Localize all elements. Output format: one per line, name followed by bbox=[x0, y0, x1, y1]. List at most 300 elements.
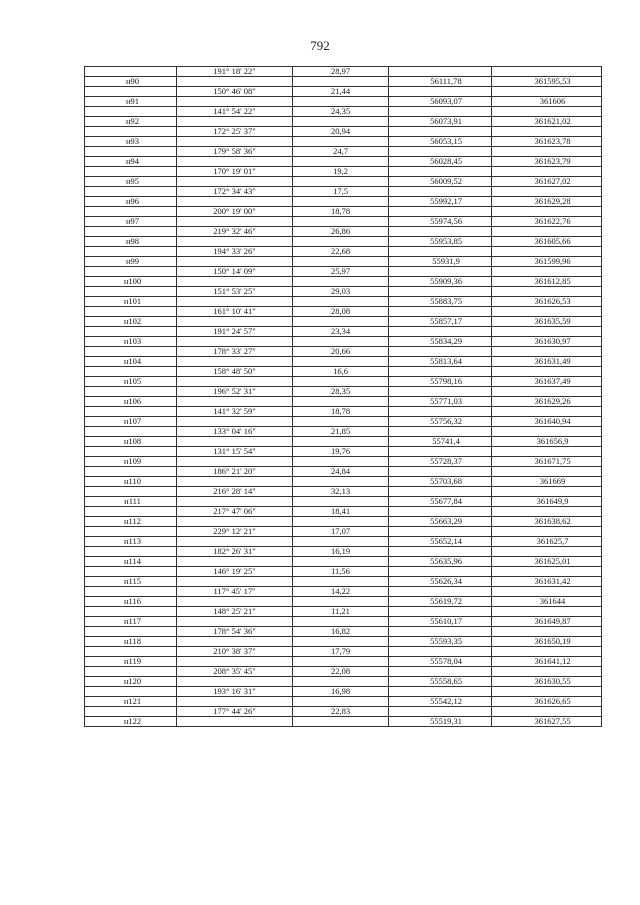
x-coordinate-cell: 55909,36 bbox=[389, 277, 492, 287]
x-coordinate-cell bbox=[389, 587, 492, 597]
direction-angle-cell bbox=[177, 137, 293, 147]
table-row bbox=[85, 107, 602, 117]
y-coordinate-cell: 361649,87 bbox=[492, 617, 602, 627]
table-row bbox=[85, 97, 602, 107]
direction-angle-cell: 151° 53' 25" bbox=[177, 287, 293, 297]
point-name-cell bbox=[85, 507, 177, 517]
distance-cell bbox=[293, 277, 389, 287]
x-coordinate-cell: 56028,45 bbox=[389, 157, 492, 167]
x-coordinate-cell bbox=[389, 107, 492, 117]
direction-angle-cell bbox=[177, 197, 293, 207]
distance-cell: 32,13 bbox=[293, 487, 389, 497]
table-row bbox=[85, 517, 602, 527]
table-row bbox=[85, 67, 602, 77]
table-row bbox=[85, 647, 602, 657]
point-name-cell bbox=[85, 587, 177, 597]
point-name-cell: н96 bbox=[85, 197, 177, 207]
x-coordinate-cell bbox=[389, 127, 492, 137]
point-name-cell: н117 bbox=[85, 617, 177, 627]
y-coordinate-cell: 361629,28 bbox=[492, 197, 602, 207]
direction-angle-cell: 193° 16' 31" bbox=[177, 687, 293, 697]
x-coordinate-cell: 55857,17 bbox=[389, 317, 492, 327]
table-row bbox=[85, 377, 602, 387]
x-coordinate-cell: 55883,75 bbox=[389, 297, 492, 307]
distance-cell bbox=[293, 97, 389, 107]
point-name-cell: н102 bbox=[85, 317, 177, 327]
x-coordinate-cell: 55558,65 bbox=[389, 677, 492, 687]
y-coordinate-cell bbox=[492, 647, 602, 657]
y-coordinate-cell: 361595,53 bbox=[492, 77, 602, 87]
direction-angle-cell: 158° 48' 50" bbox=[177, 367, 293, 377]
distance-cell bbox=[293, 377, 389, 387]
point-name-cell bbox=[85, 487, 177, 497]
table-row bbox=[85, 237, 602, 247]
y-coordinate-cell bbox=[492, 347, 602, 357]
y-coordinate-cell: 361605,66 bbox=[492, 237, 602, 247]
y-coordinate-cell: 361622,76 bbox=[492, 217, 602, 227]
direction-angle-cell bbox=[177, 257, 293, 267]
distance-cell bbox=[293, 217, 389, 227]
direction-angle-cell: 217° 47' 06" bbox=[177, 507, 293, 517]
y-coordinate-cell bbox=[492, 267, 602, 277]
point-name-cell: н110 bbox=[85, 477, 177, 487]
x-coordinate-cell bbox=[389, 567, 492, 577]
x-coordinate-cell bbox=[389, 247, 492, 257]
y-coordinate-cell: 361629,26 bbox=[492, 397, 602, 407]
table-row bbox=[85, 387, 602, 397]
table-row bbox=[85, 547, 602, 557]
table-row bbox=[85, 597, 602, 607]
distance-cell: 18,78 bbox=[293, 407, 389, 417]
point-name-cell: н111 bbox=[85, 497, 177, 507]
direction-angle-cell bbox=[177, 597, 293, 607]
distance-cell: 21,44 bbox=[293, 87, 389, 97]
point-name-cell bbox=[85, 247, 177, 257]
y-coordinate-cell bbox=[492, 487, 602, 497]
direction-angle-cell bbox=[177, 637, 293, 647]
y-coordinate-cell: 361638,62 bbox=[492, 517, 602, 527]
y-coordinate-cell: 361621,02 bbox=[492, 117, 602, 127]
direction-angle-cell bbox=[177, 97, 293, 107]
y-coordinate-cell bbox=[492, 687, 602, 697]
point-name-cell: н103 bbox=[85, 337, 177, 347]
distance-cell bbox=[293, 577, 389, 587]
direction-angle-cell bbox=[177, 437, 293, 447]
distance-cell: 22,83 bbox=[293, 707, 389, 717]
x-coordinate-cell: 55519,31 bbox=[389, 717, 492, 727]
x-coordinate-cell bbox=[389, 627, 492, 637]
table-row bbox=[85, 537, 602, 547]
direction-angle-cell bbox=[177, 557, 293, 567]
table-row bbox=[85, 527, 602, 537]
direction-angle-cell bbox=[177, 477, 293, 487]
direction-angle-cell bbox=[177, 157, 293, 167]
coordinates-table bbox=[84, 66, 602, 727]
direction-angle-cell bbox=[177, 357, 293, 367]
y-coordinate-cell: 361623,78 bbox=[492, 137, 602, 147]
table-row bbox=[85, 557, 602, 567]
direction-angle-cell: 200° 19' 00" bbox=[177, 207, 293, 217]
x-coordinate-cell: 55703,68 bbox=[389, 477, 492, 487]
direction-angle-cell: 146° 19' 25" bbox=[177, 567, 293, 577]
point-name-cell: н122 bbox=[85, 717, 177, 727]
point-name-cell bbox=[85, 287, 177, 297]
point-name-cell bbox=[85, 647, 177, 657]
y-coordinate-cell bbox=[492, 547, 602, 557]
point-name-cell: н107 bbox=[85, 417, 177, 427]
y-coordinate-cell: 361635,59 bbox=[492, 317, 602, 327]
distance-cell bbox=[293, 537, 389, 547]
distance-cell: 20,94 bbox=[293, 127, 389, 137]
point-name-cell: н112 bbox=[85, 517, 177, 527]
x-coordinate-cell: 55619,72 bbox=[389, 597, 492, 607]
table-row bbox=[85, 437, 602, 447]
distance-cell: 11,56 bbox=[293, 567, 389, 577]
x-coordinate-cell bbox=[389, 87, 492, 97]
point-name-cell bbox=[85, 707, 177, 717]
distance-cell bbox=[293, 357, 389, 367]
point-name-cell: н108 bbox=[85, 437, 177, 447]
y-coordinate-cell: 361640,94 bbox=[492, 417, 602, 427]
point-name-cell: н91 bbox=[85, 97, 177, 107]
distance-cell: 17,79 bbox=[293, 647, 389, 657]
distance-cell: 22,08 bbox=[293, 667, 389, 677]
direction-angle-cell bbox=[177, 77, 293, 87]
distance-cell: 19,76 bbox=[293, 447, 389, 457]
table-row bbox=[85, 287, 602, 297]
table-row bbox=[85, 187, 602, 197]
x-coordinate-cell bbox=[389, 67, 492, 77]
x-coordinate-cell bbox=[389, 147, 492, 157]
table-row bbox=[85, 487, 602, 497]
y-coordinate-cell bbox=[492, 607, 602, 617]
distance-cell bbox=[293, 597, 389, 607]
distance-cell: 26,86 bbox=[293, 227, 389, 237]
point-name-cell: н94 bbox=[85, 157, 177, 167]
distance-cell: 16,98 bbox=[293, 687, 389, 697]
distance-cell bbox=[293, 477, 389, 487]
distance-cell: 28,08 bbox=[293, 307, 389, 317]
direction-angle-cell: 219° 32' 46" bbox=[177, 227, 293, 237]
point-name-cell: н100 bbox=[85, 277, 177, 287]
y-coordinate-cell: 361627,55 bbox=[492, 717, 602, 727]
y-coordinate-cell: 361650,19 bbox=[492, 637, 602, 647]
distance-cell bbox=[293, 717, 389, 727]
point-name-cell bbox=[85, 607, 177, 617]
direction-angle-cell: 191° 18' 22" bbox=[177, 67, 293, 77]
distance-cell: 14,22 bbox=[293, 587, 389, 597]
point-name-cell bbox=[85, 267, 177, 277]
y-coordinate-cell bbox=[492, 207, 602, 217]
point-name-cell: н113 bbox=[85, 537, 177, 547]
distance-cell bbox=[293, 397, 389, 407]
point-name-cell: н92 bbox=[85, 117, 177, 127]
point-name-cell: н105 bbox=[85, 377, 177, 387]
distance-cell bbox=[293, 337, 389, 347]
point-name-cell: н106 bbox=[85, 397, 177, 407]
direction-angle-cell: 208° 35' 45" bbox=[177, 667, 293, 677]
direction-angle-cell: 150° 14' 09" bbox=[177, 267, 293, 277]
direction-angle-cell: 170° 19' 01" bbox=[177, 167, 293, 177]
y-coordinate-cell bbox=[492, 387, 602, 397]
y-coordinate-cell bbox=[492, 87, 602, 97]
y-coordinate-cell bbox=[492, 667, 602, 677]
x-coordinate-cell: 55798,16 bbox=[389, 377, 492, 387]
y-coordinate-cell bbox=[492, 567, 602, 577]
point-name-cell bbox=[85, 627, 177, 637]
y-coordinate-cell bbox=[492, 587, 602, 597]
distance-cell bbox=[293, 657, 389, 667]
direction-angle-cell: 186° 21' 20" bbox=[177, 467, 293, 477]
x-coordinate-cell bbox=[389, 287, 492, 297]
x-coordinate-cell: 55813,64 bbox=[389, 357, 492, 367]
point-name-cell bbox=[85, 227, 177, 237]
direction-angle-cell: 177° 44' 26" bbox=[177, 707, 293, 717]
distance-cell: 29,03 bbox=[293, 287, 389, 297]
point-name-cell: н119 bbox=[85, 657, 177, 667]
table-row bbox=[85, 347, 602, 357]
direction-angle-cell bbox=[177, 697, 293, 707]
table-row bbox=[85, 207, 602, 217]
direction-angle-cell: 196° 52' 31" bbox=[177, 387, 293, 397]
direction-angle-cell: 148° 25' 21" bbox=[177, 607, 293, 617]
y-coordinate-cell bbox=[492, 247, 602, 257]
point-name-cell: н115 bbox=[85, 577, 177, 587]
table-row bbox=[85, 177, 602, 187]
distance-cell: 22,68 bbox=[293, 247, 389, 257]
table-row bbox=[85, 407, 602, 417]
x-coordinate-cell bbox=[389, 267, 492, 277]
y-coordinate-cell bbox=[492, 127, 602, 137]
y-coordinate-cell bbox=[492, 407, 602, 417]
y-coordinate-cell: 361641,12 bbox=[492, 657, 602, 667]
direction-angle-cell: 172° 25' 37" bbox=[177, 127, 293, 137]
y-coordinate-cell: 361625,01 bbox=[492, 557, 602, 567]
x-coordinate-cell: 55931,9 bbox=[389, 257, 492, 267]
direction-angle-cell bbox=[177, 617, 293, 627]
y-coordinate-cell: 361644 bbox=[492, 597, 602, 607]
y-coordinate-cell bbox=[492, 227, 602, 237]
table-row bbox=[85, 657, 602, 667]
x-coordinate-cell: 55542,12 bbox=[389, 697, 492, 707]
point-name-cell bbox=[85, 187, 177, 197]
direction-angle-cell bbox=[177, 717, 293, 727]
table-row bbox=[85, 337, 602, 347]
distance-cell bbox=[293, 317, 389, 327]
table-row bbox=[85, 497, 602, 507]
direction-angle-cell: 172° 34' 43" bbox=[177, 187, 293, 197]
y-coordinate-cell: 361623,79 bbox=[492, 157, 602, 167]
distance-cell: 24,84 bbox=[293, 467, 389, 477]
x-coordinate-cell: 55771,03 bbox=[389, 397, 492, 407]
distance-cell: 11,21 bbox=[293, 607, 389, 617]
table-row bbox=[85, 587, 602, 597]
y-coordinate-cell bbox=[492, 427, 602, 437]
direction-angle-cell: 141° 32' 59" bbox=[177, 407, 293, 417]
x-coordinate-cell bbox=[389, 687, 492, 697]
y-coordinate-cell bbox=[492, 107, 602, 117]
table-row bbox=[85, 127, 602, 137]
point-name-cell: н90 bbox=[85, 77, 177, 87]
y-coordinate-cell: 361671,75 bbox=[492, 457, 602, 467]
x-coordinate-cell: 55992,17 bbox=[389, 197, 492, 207]
y-coordinate-cell bbox=[492, 447, 602, 457]
point-name-cell bbox=[85, 547, 177, 557]
direction-angle-cell: 178° 33' 27" bbox=[177, 347, 293, 357]
x-coordinate-cell: 56093,07 bbox=[389, 97, 492, 107]
point-name-cell: н93 bbox=[85, 137, 177, 147]
distance-cell: 19,2 bbox=[293, 167, 389, 177]
direction-angle-cell: 150° 46' 08" bbox=[177, 87, 293, 97]
x-coordinate-cell: 56073,91 bbox=[389, 117, 492, 127]
point-name-cell bbox=[85, 67, 177, 77]
distance-cell bbox=[293, 497, 389, 507]
distance-cell bbox=[293, 417, 389, 427]
direction-angle-cell bbox=[177, 417, 293, 427]
point-name-cell bbox=[85, 427, 177, 437]
point-name-cell bbox=[85, 147, 177, 157]
x-coordinate-cell: 55756,32 bbox=[389, 417, 492, 427]
x-coordinate-cell: 55953,85 bbox=[389, 237, 492, 247]
table-row bbox=[85, 607, 602, 617]
table-row bbox=[85, 217, 602, 227]
distance-cell: 28,35 bbox=[293, 387, 389, 397]
direction-angle-cell bbox=[177, 237, 293, 247]
direction-angle-cell bbox=[177, 517, 293, 527]
table-row bbox=[85, 297, 602, 307]
point-name-cell bbox=[85, 367, 177, 377]
x-coordinate-cell bbox=[389, 227, 492, 237]
table-row bbox=[85, 627, 602, 637]
direction-angle-cell: 117° 45' 17" bbox=[177, 587, 293, 597]
y-coordinate-cell bbox=[492, 627, 602, 637]
table-row bbox=[85, 87, 602, 97]
table-row bbox=[85, 257, 602, 267]
x-coordinate-cell bbox=[389, 207, 492, 217]
table-row bbox=[85, 157, 602, 167]
distance-cell bbox=[293, 517, 389, 527]
distance-cell bbox=[293, 297, 389, 307]
y-coordinate-cell: 361626,53 bbox=[492, 297, 602, 307]
table-row bbox=[85, 677, 602, 687]
table-row bbox=[85, 667, 602, 677]
y-coordinate-cell: 361612,85 bbox=[492, 277, 602, 287]
table-row bbox=[85, 687, 602, 697]
distance-cell bbox=[293, 437, 389, 447]
x-coordinate-cell: 56009,52 bbox=[389, 177, 492, 187]
y-coordinate-cell: 361649,9 bbox=[492, 497, 602, 507]
coordinates-table-body bbox=[85, 67, 602, 727]
x-coordinate-cell bbox=[389, 547, 492, 557]
direction-angle-cell: 179° 58' 36" bbox=[177, 147, 293, 157]
y-coordinate-cell bbox=[492, 167, 602, 177]
y-coordinate-cell: 361627,02 bbox=[492, 177, 602, 187]
y-coordinate-cell: 361656,9 bbox=[492, 437, 602, 447]
direction-angle-cell bbox=[177, 497, 293, 507]
x-coordinate-cell bbox=[389, 707, 492, 717]
y-coordinate-cell: 361625,7 bbox=[492, 537, 602, 547]
table-row bbox=[85, 417, 602, 427]
direction-angle-cell bbox=[177, 277, 293, 287]
distance-cell: 24,7 bbox=[293, 147, 389, 157]
point-name-cell bbox=[85, 127, 177, 137]
distance-cell: 16,82 bbox=[293, 627, 389, 637]
x-coordinate-cell: 55652,14 bbox=[389, 537, 492, 547]
distance-cell: 28,97 bbox=[293, 67, 389, 77]
direction-angle-cell: 182° 26' 31" bbox=[177, 547, 293, 557]
direction-angle-cell: 131° 15' 54" bbox=[177, 447, 293, 457]
distance-cell: 20,66 bbox=[293, 347, 389, 357]
x-coordinate-cell: 55974,56 bbox=[389, 217, 492, 227]
x-coordinate-cell bbox=[389, 187, 492, 197]
x-coordinate-cell: 56111,78 bbox=[389, 77, 492, 87]
y-coordinate-cell bbox=[492, 67, 602, 77]
table-row bbox=[85, 357, 602, 367]
direction-angle-cell: 191° 24' 57" bbox=[177, 327, 293, 337]
table-row bbox=[85, 707, 602, 717]
table-row bbox=[85, 637, 602, 647]
direction-angle-cell bbox=[177, 377, 293, 387]
direction-angle-cell bbox=[177, 537, 293, 547]
point-name-cell: н101 bbox=[85, 297, 177, 307]
direction-angle-cell: 229° 12' 21" bbox=[177, 527, 293, 537]
table-row bbox=[85, 317, 602, 327]
table-row bbox=[85, 307, 602, 317]
point-name-cell: н121 bbox=[85, 697, 177, 707]
table-row bbox=[85, 227, 602, 237]
y-coordinate-cell: 361630,55 bbox=[492, 677, 602, 687]
x-coordinate-cell bbox=[389, 407, 492, 417]
direction-angle-cell bbox=[177, 677, 293, 687]
distance-cell: 18,78 bbox=[293, 207, 389, 217]
y-coordinate-cell bbox=[492, 467, 602, 477]
distance-cell bbox=[293, 237, 389, 247]
direction-angle-cell bbox=[177, 397, 293, 407]
distance-cell: 25,97 bbox=[293, 267, 389, 277]
distance-cell bbox=[293, 697, 389, 707]
distance-cell bbox=[293, 637, 389, 647]
x-coordinate-cell bbox=[389, 167, 492, 177]
distance-cell: 24,35 bbox=[293, 107, 389, 117]
table-row bbox=[85, 567, 602, 577]
point-name-cell bbox=[85, 567, 177, 577]
table-row bbox=[85, 477, 602, 487]
distance-cell bbox=[293, 177, 389, 187]
x-coordinate-cell bbox=[389, 327, 492, 337]
y-coordinate-cell bbox=[492, 287, 602, 297]
point-name-cell bbox=[85, 467, 177, 477]
y-coordinate-cell bbox=[492, 707, 602, 717]
y-coordinate-cell bbox=[492, 367, 602, 377]
direction-angle-cell: 216° 28' 14" bbox=[177, 487, 293, 497]
point-name-cell bbox=[85, 167, 177, 177]
x-coordinate-cell bbox=[389, 607, 492, 617]
direction-angle-cell: 133° 04' 16" bbox=[177, 427, 293, 437]
x-coordinate-cell bbox=[389, 387, 492, 397]
direction-angle-cell bbox=[177, 297, 293, 307]
page-number: 792 bbox=[310, 38, 330, 53]
point-name-cell bbox=[85, 667, 177, 677]
point-name-cell bbox=[85, 687, 177, 697]
point-name-cell: н109 bbox=[85, 457, 177, 467]
distance-cell bbox=[293, 137, 389, 147]
table-row bbox=[85, 397, 602, 407]
point-name-cell bbox=[85, 527, 177, 537]
point-name-cell bbox=[85, 207, 177, 217]
point-name-cell: н99 bbox=[85, 257, 177, 267]
distance-cell: 17,5 bbox=[293, 187, 389, 197]
table-row bbox=[85, 77, 602, 87]
